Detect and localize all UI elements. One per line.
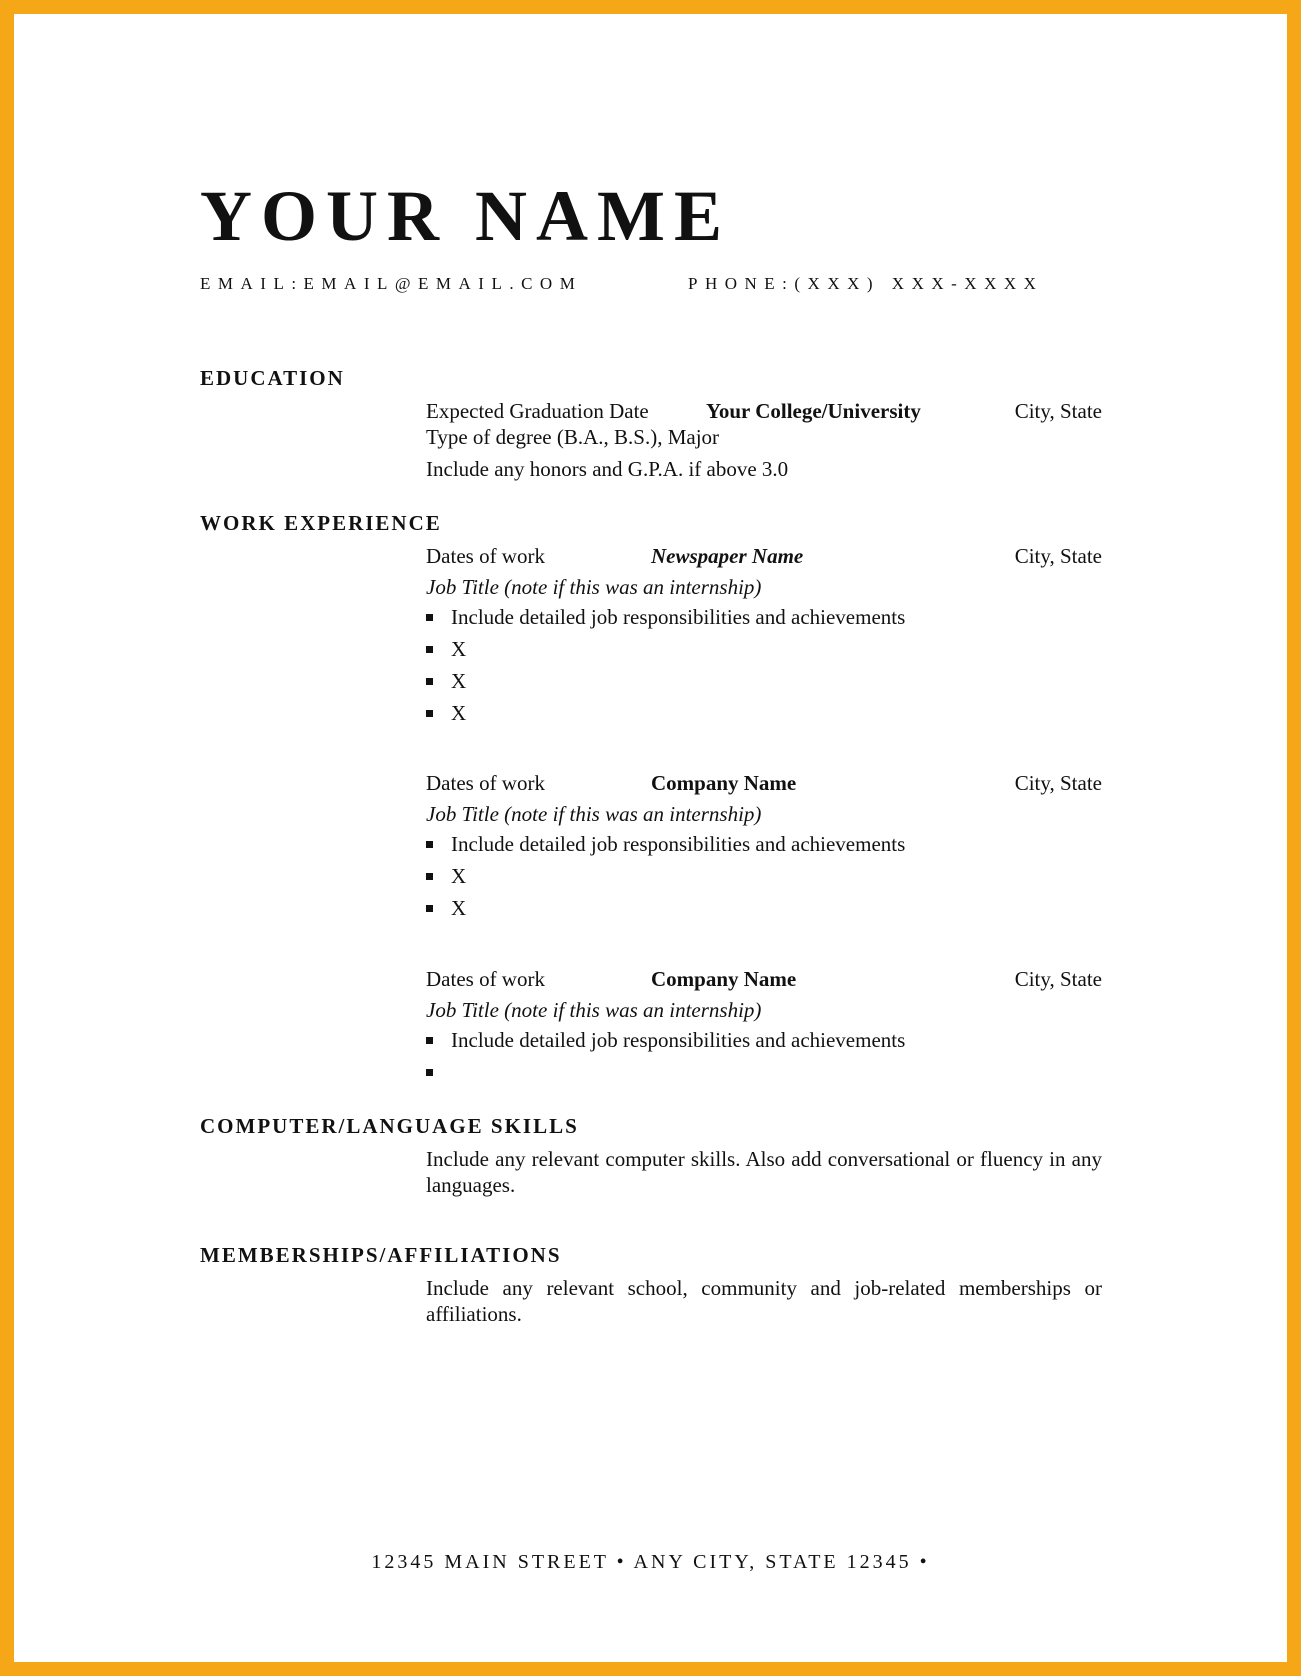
education-heading: EDUCATION xyxy=(200,366,345,390)
memberships-text: Include any relevant school, community and job-related memberships or affiliations. xyxy=(426,1276,1102,1326)
job-company: Company Name xyxy=(651,967,797,991)
job-title: Job Title (note if this was an internship) xyxy=(426,998,762,1022)
bullet-square-icon xyxy=(426,678,433,685)
job-title: Job Title (note if this was an internship) xyxy=(426,802,762,826)
bullet-square-icon xyxy=(426,710,433,717)
job-row xyxy=(426,966,1102,992)
job-dates: Dates of work xyxy=(426,967,545,991)
contact-phone: PHONE:(XXX) XXX-XXXX xyxy=(688,274,1044,293)
job-location: City, State xyxy=(1014,771,1102,795)
job-row xyxy=(426,543,1102,569)
bullet-square-icon xyxy=(426,1037,433,1044)
bullet-square-icon xyxy=(426,646,433,653)
education-honors: Include any honors and G.P.A. if above 3.0 xyxy=(426,457,789,481)
work-heading: WORK EXPERIENCE xyxy=(200,511,442,535)
bullet-square-icon xyxy=(426,841,433,848)
bullet-square-icon xyxy=(426,1069,433,1076)
job-location: City, State xyxy=(1014,967,1102,991)
skills-heading: COMPUTER/LANGUAGE SKILLS xyxy=(200,1114,579,1138)
education-date: Expected Graduation Date xyxy=(426,399,649,423)
job-company: Newspaper Name xyxy=(651,544,804,568)
contact-email: EMAIL:EMAIL@EMAIL.COM xyxy=(200,274,583,293)
resume-name: YOUR NAME xyxy=(200,176,731,256)
footer-address: 12345 MAIN STREET • ANY CITY, STATE 12345 • xyxy=(371,1551,930,1573)
job-dates: Dates of work xyxy=(426,544,545,568)
education-row xyxy=(426,398,1102,424)
job-dates: Dates of work xyxy=(426,771,545,795)
education-location: City, State xyxy=(1014,399,1102,423)
education-degree: Type of degree (B.A., B.S.), Major xyxy=(426,425,720,449)
education-school: Your College/University xyxy=(706,399,921,423)
job-title: Job Title (note if this was an internship) xyxy=(426,575,762,599)
memberships-heading: MEMBERSHIPS/AFFILIATIONS xyxy=(200,1243,562,1267)
bullet-square-icon xyxy=(426,905,433,912)
skills-text: Include any relevant computer skills. Also add conversational or fluency in any languages. xyxy=(426,1147,1102,1197)
job-row xyxy=(426,770,1102,796)
job-company: Company Name xyxy=(651,771,797,795)
bullet-square-icon xyxy=(426,614,433,621)
bullet-square-icon xyxy=(426,873,433,880)
job-location: City, State xyxy=(1014,544,1102,568)
